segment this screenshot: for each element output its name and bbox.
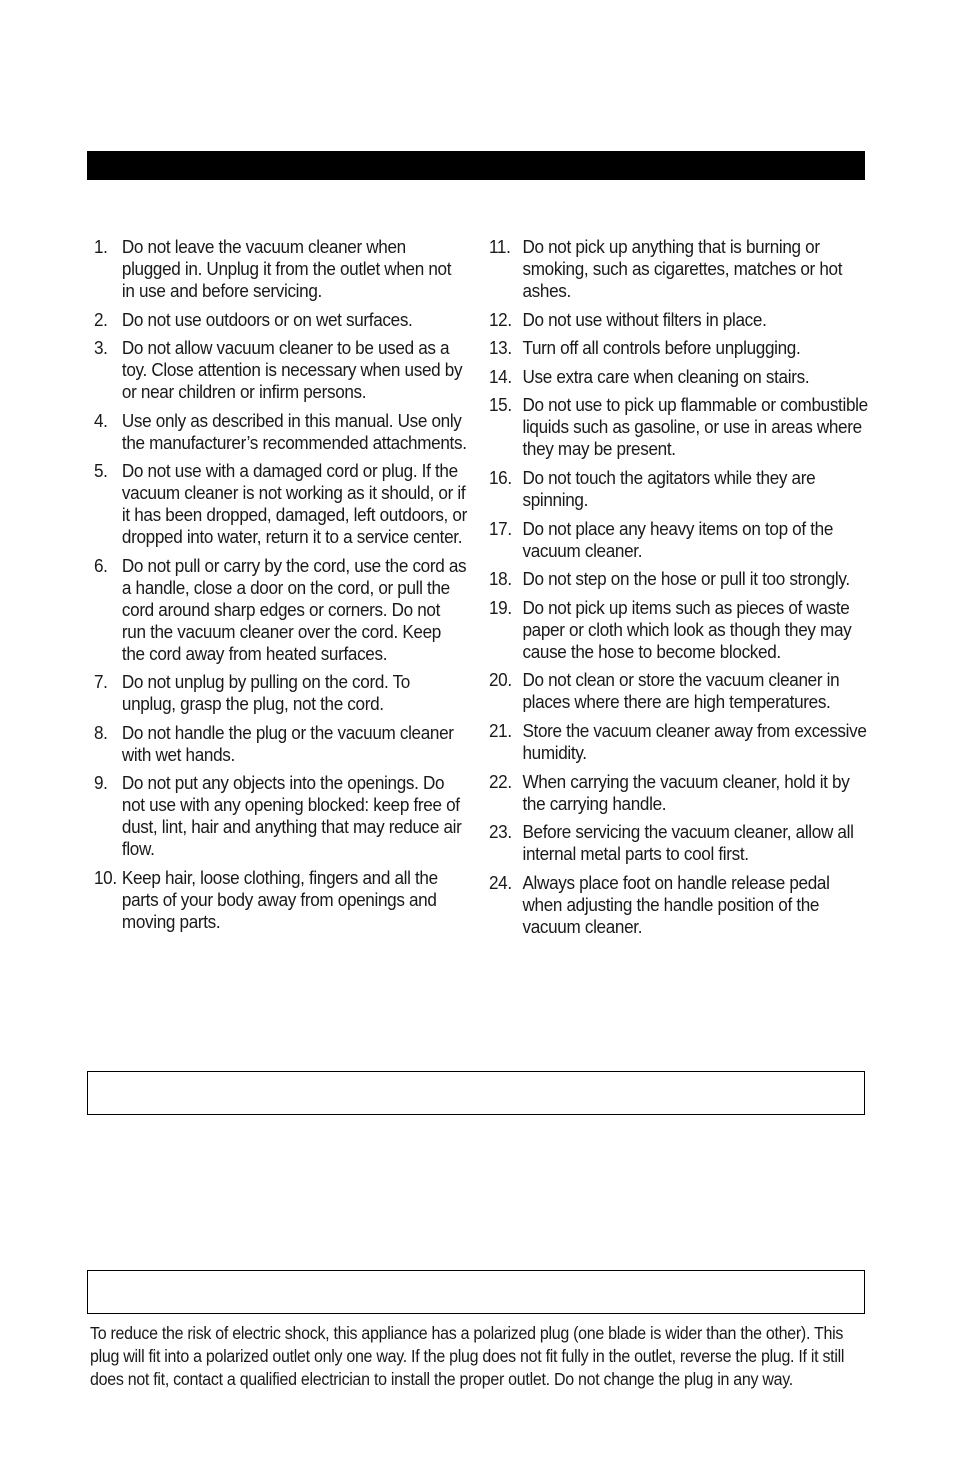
list-item: [94, 236, 468, 302]
item-number: 8.: [94, 721, 108, 743]
list-item: [489, 366, 869, 388]
item-text: Always place foot on handle release pedal when adjusting the handle position of the vacuum cleaner.: [522, 871, 830, 937]
list-item: [94, 867, 468, 933]
item-number: 18.: [489, 568, 512, 590]
item-text: Do not unplug by pulling on the cord. To unplug, grasp the plug, not the cord.: [121, 671, 410, 714]
list-item: [489, 821, 869, 865]
item-number: 17.: [489, 517, 512, 539]
item-text: Do not put any objects into the openings. Do not use with any opening blocked: keep free of dust, lint, hair and anything that may reduce air flow.: [121, 772, 462, 859]
polarized-plug-note: To reduce the risk of electric shock, this appliance has a polarized plug (one blade is wider than the other). This plug will fit into a polarized outlet only one way. If the plug does not fit fully in the outlet, reverse the plug. If it still does not fit, contact a qualified electrician to install the proper outlet. Do not change the plug in any way.: [90, 1323, 845, 1389]
list-item: [94, 410, 468, 454]
list-item: [94, 671, 468, 715]
item-text: Do not leave the vacuum cleaner when plugged in. Unplug it from the outlet when not in use and before servicing.: [121, 236, 452, 301]
item-text: Do not handle the plug or the vacuum cleaner with wet hands.: [121, 721, 454, 765]
list-item: [489, 467, 869, 511]
item-text: Do not pull or carry by the cord, use the cord as a handle, close a door on the cord, or pull the cord around sharp edges or corners. Do not run the vacuum cleaner over the cord. Keep the cord away from heated surfaces.: [121, 554, 467, 664]
item-number: 16.: [489, 466, 512, 488]
item-number: 3.: [94, 337, 108, 358]
item-text: Do not pick up anything that is burning or smoking, such as cigarettes, matches or hot ashes.: [522, 236, 843, 301]
item-text: Use extra care when cleaning on stairs.: [522, 365, 810, 387]
item-number: 23.: [489, 821, 512, 843]
item-number: 1.: [94, 236, 108, 257]
list-item: [489, 720, 869, 764]
item-number: 19.: [489, 596, 512, 618]
item-number: 4.: [94, 409, 108, 431]
list-item: [489, 337, 869, 359]
item-text: When carrying the vacuum cleaner, hold it by the carrying handle.: [522, 770, 850, 814]
list-item: [489, 236, 869, 302]
list-item: [489, 872, 869, 938]
item-text: Do not clean or store the vacuum cleaner in places where there are high temperatures.: [522, 669, 840, 713]
list-item: [94, 309, 468, 331]
list-item: [489, 597, 869, 663]
item-text: Keep hair, loose clothing, fingers and all the parts of your body away from openings and moving parts.: [121, 866, 438, 932]
item-number: 5.: [94, 460, 108, 481]
item-number: 13.: [489, 337, 512, 359]
item-number: 24.: [489, 871, 512, 893]
header-bar: [87, 151, 865, 180]
safety-list-right: [489, 236, 867, 944]
section-heading-box: [87, 1071, 865, 1115]
item-number: 15.: [489, 394, 512, 416]
item-number: 21.: [489, 719, 512, 741]
item-text: Do not use without filters in place.: [522, 308, 767, 330]
item-number: 11.: [489, 236, 511, 257]
item-text: Do not place any heavy items on top of the vacuum cleaner.: [522, 517, 834, 561]
item-number: 14.: [489, 365, 512, 387]
list-item: [94, 772, 468, 860]
list-item: [94, 722, 468, 766]
list-item: [94, 555, 468, 665]
item-number: 10.: [94, 866, 117, 888]
list-item: [489, 518, 869, 562]
list-item: [489, 669, 869, 713]
list-item: [489, 394, 869, 460]
list-item: [94, 337, 468, 403]
item-number: 7.: [94, 671, 108, 692]
item-text: Use only as described in this manual. Use only the manufacturer’s recommended attachments.: [121, 409, 467, 453]
item-text: Do not use with a damaged cord or plug. If the vacuum cleaner is not working as it should, or if it has been dropped, damaged, left outdoors, or dropped into water, return it to a service center.: [121, 460, 467, 547]
item-text: Do not touch the agitators while they are spinning.: [522, 466, 816, 510]
list-item: [489, 568, 869, 590]
item-number: 12.: [489, 308, 512, 330]
item-text: Store the vacuum cleaner away from excessive humidity.: [522, 719, 867, 763]
item-text: Do not allow vacuum cleaner to be used as a toy. Close attention is necessary when used by or near children or infirm persons.: [121, 337, 463, 402]
item-number: 22.: [489, 770, 512, 792]
item-text: Do not use to pick up flammable or combustible liquids such as gasoline, or use in areas where they may be present.: [522, 394, 868, 460]
item-number: 6.: [94, 554, 108, 576]
item-text: Before servicing the vacuum cleaner, allow all internal metal parts to cool first.: [522, 821, 854, 865]
item-text: Do not pick up items such as pieces of waste paper or cloth which look as though they may cause the hose to become blocked.: [522, 596, 852, 662]
item-number: 9.: [94, 772, 108, 793]
polarized-plug-heading-box: [87, 1270, 865, 1314]
item-text: Do not use outdoors or on wet surfaces.: [121, 308, 413, 330]
safety-list-left: [94, 236, 466, 939]
list-item: [94, 460, 468, 548]
item-number: 20.: [489, 669, 512, 691]
item-number: 2.: [94, 308, 108, 330]
list-item: [489, 771, 869, 815]
item-text: Do not step on the hose or pull it too strongly.: [522, 568, 850, 590]
item-text: Turn off all controls before unplugging.: [522, 337, 801, 359]
list-item: [489, 309, 869, 331]
